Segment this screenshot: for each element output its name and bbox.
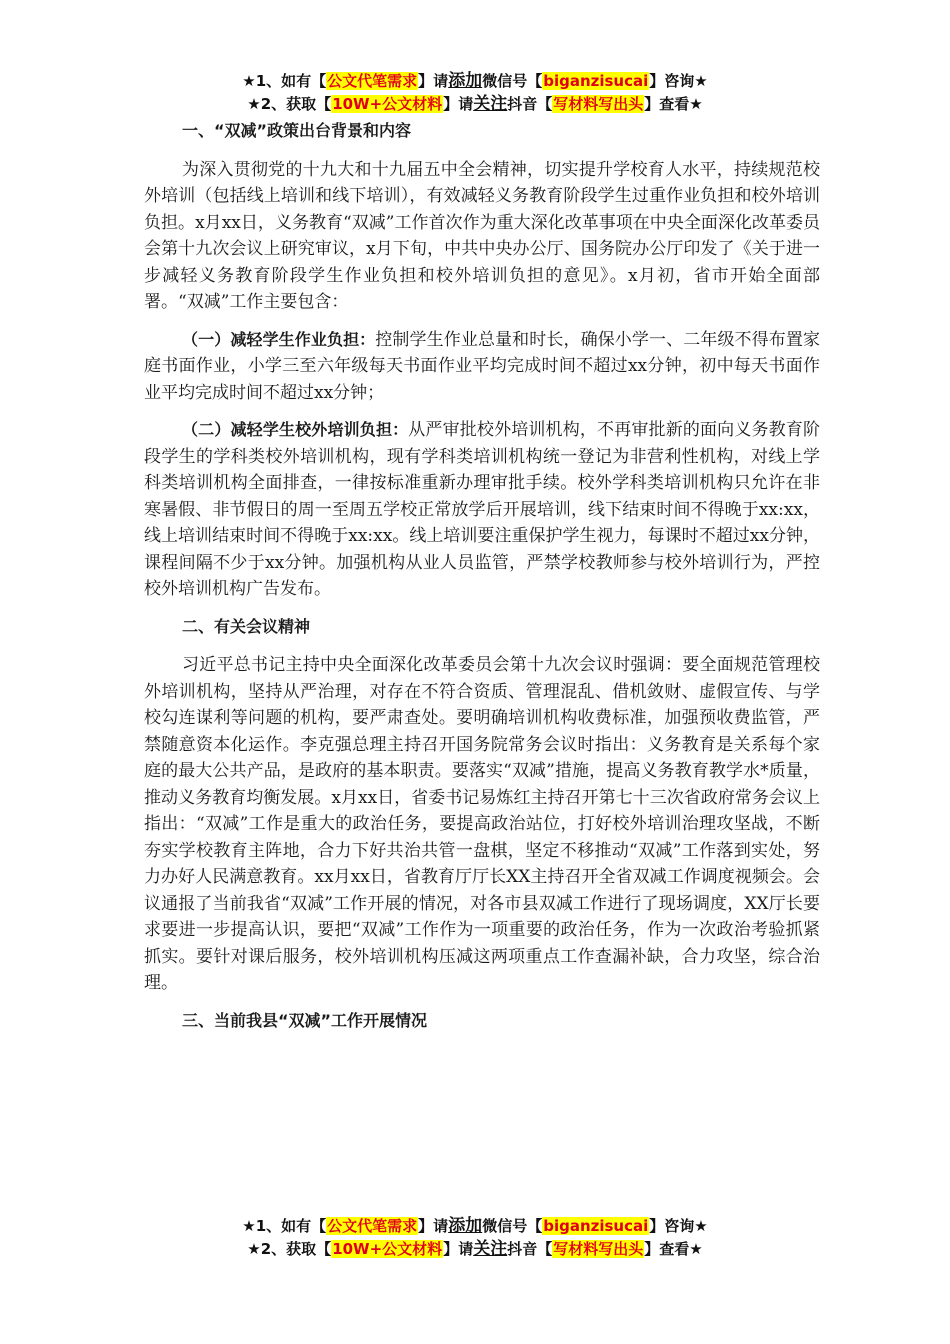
banner-line-2: ★2、获取【10W+公文材料】请关注抖音【写材料写出头】查看★ — [247, 1239, 703, 1259]
top-banner — [0, 70, 950, 116]
paragraph-training-title: （二）减轻学生校外培训负担： — [182, 420, 409, 439]
section-heading-1: 一、“双减”政策出台背景和内容 — [182, 121, 412, 140]
highlight-materials: 10W+公文材料 — [332, 95, 443, 113]
banner-line-2: ★2、获取【10W+公文材料】请关注抖音【写材料写出头】查看★ — [247, 94, 703, 114]
bottom-banner — [0, 1215, 950, 1261]
highlight-douyin: 写材料写出头 — [553, 1240, 644, 1258]
section-heading-3: 三、当前我县“双减”工作开展情况 — [182, 1010, 428, 1030]
banner-line-1: ★1、如有【公文代笔需求】请添加微信号【biganzisucai】咨询★ — [242, 71, 708, 91]
paragraph-homework-title: （一）减轻学生作业负担： — [182, 329, 376, 349]
highlight-wechat-id: biganzisucai — [543, 1217, 649, 1235]
highlight-materials: 10W+公文材料 — [332, 1240, 443, 1258]
highlight-service: 公文代笔需求 — [327, 72, 418, 90]
banner-line-1: ★1、如有【公文代笔需求】请添加微信号【biganzisucai】咨询★ — [242, 1216, 708, 1236]
section-heading-2: 二、有关会议精神 — [182, 616, 311, 636]
paragraph-homework: （一）减轻学生作业负担：控制学生作业总量和时长，确保小学一、二年级不得布置家庭书面作业，小学三至六年级每天书面作业平均完成时间不超过xx分钟，初中每天书面作业平均完成时间不超过xx分钟； — [144, 329, 820, 403]
paragraph-training: （二）减轻学生校外培训负担：从严审批校外培训机构，不再审批新的面向义务教育阶段学生的学科类校外培训机构，现有学科类培训机构统一登记为非营利性机构，对线上学科类培训机构全面排查，一律按标准重新办理审批手续。校外学科类培训机构只允许在非寒暑假、非节假日的周一至周五学校正常放学后开展培训，线下结束时间不得晚于xx:xx，线上培训结束时间不得晚于xx:xx。线上培训要注重保护学生视力，每课时不超过xx分钟，课程间隔不少于xx分钟。加强机构从业人员监管，严禁学校教师参与校外培训行为，严控校外培训机构广告发布。 — [144, 420, 820, 599]
highlight-service: 公文代笔需求 — [327, 1217, 418, 1235]
highlight-wechat-id: biganzisucai — [543, 72, 649, 90]
document-body — [144, 118, 820, 1046]
highlight-douyin: 写材料写出头 — [553, 95, 644, 113]
paragraph-background: 为深入贯彻党的十九大和十九届五中全会精神，切实提升学校育人水平，持续规范校外培训（包括线上培训和线下培训），有效减轻义务教育阶段学生过重作业负担和校外培训负担。x月xx日，义务教育“双减”工作首次作为重大深化改革事项在中央全面深化改革委员会第十九次会议上研究审议，x月下旬，中共中央办公厅、国务院办公厅印发了《关于进一步减轻义务教育阶段学生作业负担和校外培训负担的意见》。x月初，省市开始全面部署。“双减”工作主要包含： — [144, 159, 820, 312]
paragraph-meetings: 习近平总书记主持中央全面深化改革委员会第十九次会议时强调：要全面规范管理校外培训机构，坚持从严治理，对存在不符合资质、管理混乱、借机敛财、虚假宣传、与学校勾连谋利等问题的机构，要严肃查处。要明确培训机构收费标准，加强预收费监管，严禁随意资本化运作。李克强总理主持召开国务院常务会议时指出：义务教育是关系每个家庭的最大公共产品，是政府的基本职责。要落实“双减”措施，提高义务教育教学水*质量，推动义务教育均衡发展。x月xx日，省委书记易炼红主持召开第七十三次省政府常务会议上指出：“双减”工作是重大的政治任务，要提高政治站位，打好校外培训治理攻坚战，不断夯实学校教育主阵地，合力下好共治共管一盘棋，坚定不移推动“双减”工作落到实处，努力办好人民满意教育。xx月xx日，省教育厅厅长XX主持召开全省双减工作调度视频会。会议通报了当前我省“双减”工作开展的情况，对各市县双减工作进行了现场调度，XX厅长要求要进一步提高认识，要把“双减”工作作为一项重要的政治任务，作为一次政治考验抓紧抓实。要针对课后服务，校外培训机构压减这两项重点工作查漏补缺，合力攻坚，综合治理。 — [144, 655, 820, 993]
